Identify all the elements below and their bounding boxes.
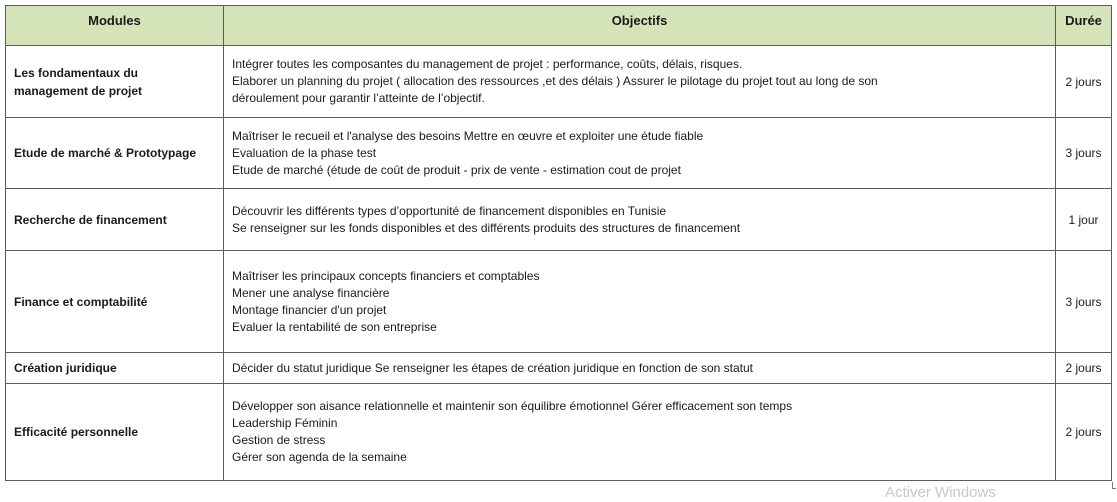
training-program-table (5, 5, 1112, 481)
module-name: Les fondamentaux du management de projet (6, 46, 224, 118)
objectives-cell (224, 46, 1056, 118)
objective-line: Etude de marché (étude de coût de produit - prix de vente - estimation cout de projet (232, 162, 681, 177)
duration-value: 2 jours (1056, 353, 1112, 384)
module-name: Etude de marché & Prototypage (6, 118, 224, 189)
objective-line: Maîtriser le recueil et l'analyse des besoins Mettre en œuvre et exploiter une étude fiable (232, 128, 704, 143)
duration-value: 3 jours (1056, 118, 1112, 189)
module-name: Recherche de financement (6, 189, 224, 251)
objective-line: Découvrir les différents types d’opportunité de financement disponibles en Tunisie (232, 203, 667, 218)
objectives-cell (224, 384, 1056, 481)
objective-line: Evaluation de la phase test (232, 145, 377, 160)
objective-line: Gérer son agenda de la semaine (232, 450, 407, 464)
objective-line: Leadership Féminin (232, 416, 338, 430)
duration-value: 1 jour (1056, 189, 1112, 251)
table-row (6, 353, 1112, 384)
column-header-objectives: Objectifs (224, 6, 1056, 46)
duration-value: 3 jours (1056, 251, 1112, 353)
objective-line: Montage financier d'un projet (232, 302, 387, 317)
column-header-duration: Durée (1056, 6, 1112, 46)
table-row (6, 384, 1112, 481)
duration-value: 2 jours (1056, 46, 1112, 118)
objective-line: Maîtriser les principaux concepts financiers et comptables (232, 268, 540, 283)
objectives-cell (224, 118, 1056, 189)
objective-line: Décider du statut juridique Se renseigner les étapes de création juridique en fonction de son statut (232, 360, 753, 375)
table-row (6, 251, 1112, 353)
objectives-cell (224, 353, 1056, 384)
column-header-modules: Modules (6, 6, 224, 46)
objective-line: Se renseigner sur les fonds disponibles et des différents produits des structures de financement (232, 220, 741, 235)
module-name: Efficacité personnelle (6, 384, 224, 481)
objectives-cell (224, 251, 1056, 353)
objective-line: Elaborer un planning du projet ( allocation des ressources ,et des délais ) Assurer le pilotage du projet tout au long de son (232, 74, 878, 88)
header-row (6, 6, 1112, 46)
table-row (6, 189, 1112, 251)
table-row (6, 46, 1112, 118)
objectives-cell (224, 189, 1056, 251)
page-corner-mark (1112, 482, 1116, 489)
module-name: Création juridique (6, 353, 224, 384)
objective-line: Gestion de stress (232, 433, 326, 447)
objective-line: Evaluer la rentabilité de son entreprise (232, 319, 437, 334)
objective-line: déroulement pour garantir l’atteinte de l’objectif. (232, 91, 485, 105)
activation-watermark: Activer Windows (885, 484, 996, 501)
table-row (6, 118, 1112, 189)
objective-line: Intégrer toutes les composantes du management de projet : performance, coûts, délais, risques. (232, 57, 743, 71)
module-name: Finance et comptabilité (6, 251, 224, 353)
duration-value: 2 jours (1056, 384, 1112, 481)
objective-line: Développer son aisance relationnelle et maintenir son équilibre émotionnel Gérer efficacement son temps (232, 399, 793, 413)
objective-line: Mener une analyse financière (232, 285, 390, 300)
